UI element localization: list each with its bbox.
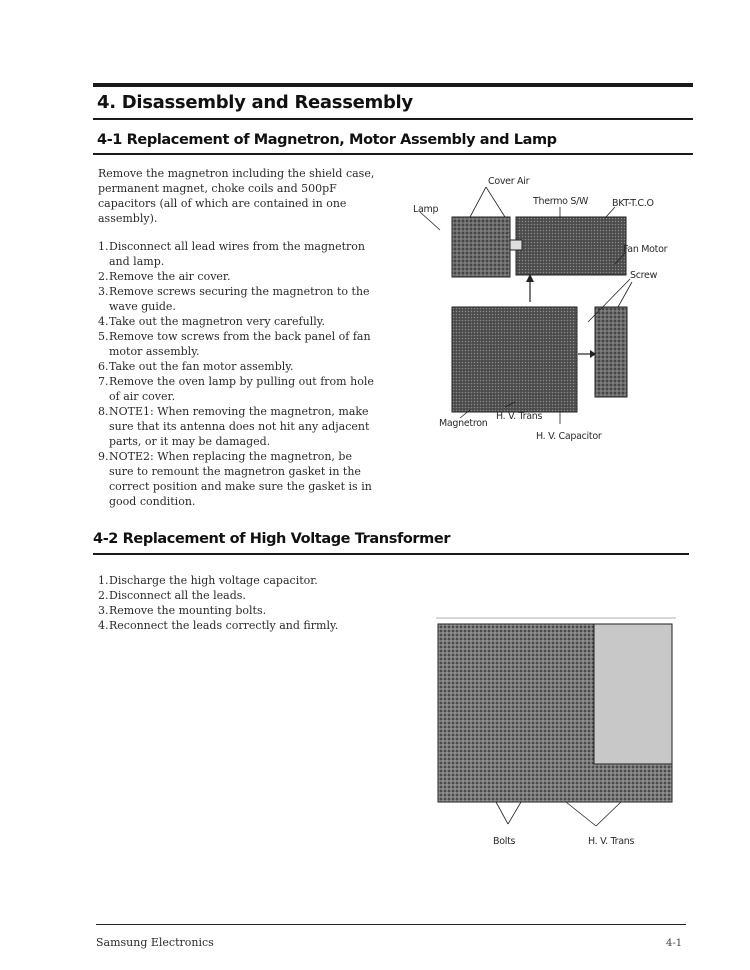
list-item: 2. Remove the air cover. xyxy=(98,270,231,283)
transformer-photo xyxy=(436,614,676,854)
list-item: 4. Reconnect the leads correctly and firmly. xyxy=(98,619,339,632)
list-item: 4. Take out the magnetron very carefully. xyxy=(98,315,325,328)
list-item: 1. Disconnect all lead wires from the magnetron and lamp. xyxy=(98,240,365,268)
section-title: 4. Disassembly and Reassembly xyxy=(97,92,413,113)
label-bolts: Bolts xyxy=(493,836,516,847)
label-hv-trans: H. V. Trans xyxy=(496,411,543,422)
header-bar xyxy=(93,83,693,87)
label-cover-air: Cover Air xyxy=(488,176,530,187)
figure-hv-transformer xyxy=(436,614,676,854)
section-rule xyxy=(93,118,693,120)
label-fan-motor: Fan Motor xyxy=(623,244,668,255)
list-item: 5. Remove tow screws from the back panel of fan motor assembly. xyxy=(98,330,371,358)
label-hv-trans-2: H. V. Trans xyxy=(588,836,635,847)
intro-paragraph: Remove the magnetron including the shield case, permanent magnet, choke coils and 500pF capacitors (all of which are contained in one assembly). xyxy=(98,167,375,225)
footer-rule xyxy=(96,924,686,925)
steps-list-4-1 xyxy=(98,239,378,509)
label-hv-capacitor: H. V. Capacitor xyxy=(536,431,602,442)
list-item: 9. NOTE2: When replacing the magnetron, be sure to remount the magnetron gasket in the correct position and make sure the gasket is in good condition. xyxy=(98,450,372,508)
label-magnetron: Magnetron xyxy=(439,418,488,429)
list-item: 8. NOTE1: When removing the magnetron, make sure that its antenna does not hit any adjacent parts, or it may be damaged. xyxy=(98,405,370,448)
label-screw: Screw xyxy=(630,270,658,281)
subsection-title-4-1: 4-1 Replacement of Magnetron, Motor Assembly and Lamp xyxy=(97,132,557,148)
list-item: 3. Remove screws securing the magnetron to the wave guide. xyxy=(98,285,370,313)
subsection-rule-4-2 xyxy=(93,553,689,555)
page-number: 4-1 xyxy=(666,938,683,949)
label-thermo-switch: Thermo S/W xyxy=(533,196,589,207)
footer-company: Samsung Electronics xyxy=(96,936,214,949)
list-item: 1. Discharge the high voltage capacitor. xyxy=(98,574,318,587)
list-item: 6. Take out the fan motor assembly. xyxy=(98,360,294,373)
label-bkt-tco: BKT-T.C.O xyxy=(612,198,654,209)
figure-magnetron-assembly xyxy=(410,172,695,447)
steps-list-4-2 xyxy=(98,573,378,633)
list-item: 3. Remove the mounting bolts. xyxy=(98,604,267,617)
list-item: 7. Remove the oven lamp by pulling out from hole of air cover. xyxy=(98,375,374,403)
subsection-title-4-2: 4-2 Replacement of High Voltage Transformer xyxy=(93,531,451,547)
list-item: 2. Disconnect all the leads. xyxy=(98,589,246,602)
subsection-rule-4-1 xyxy=(93,153,693,155)
diagram-lines xyxy=(410,172,695,447)
label-lamp: Lamp xyxy=(413,204,439,215)
